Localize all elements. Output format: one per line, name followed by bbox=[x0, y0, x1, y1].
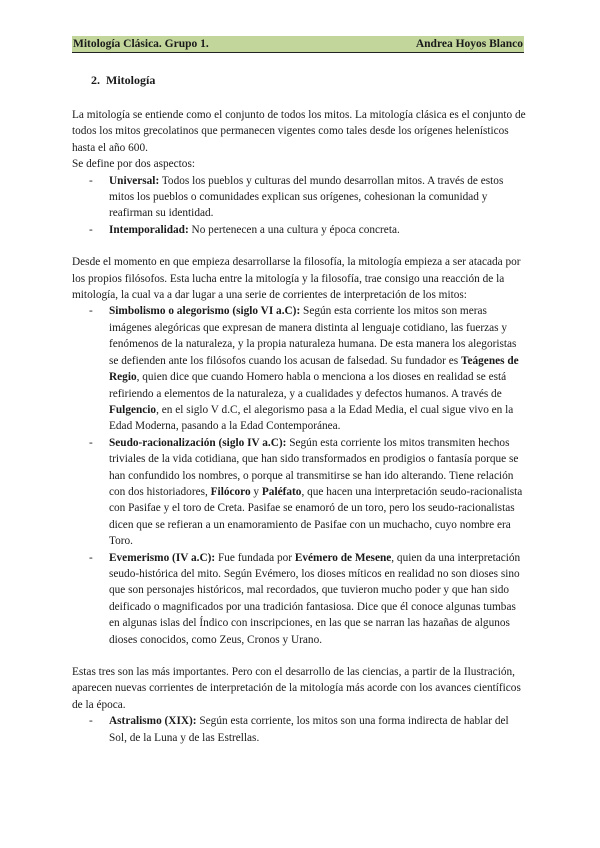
person-name: Evémero de Mesene bbox=[294, 551, 392, 564]
aspect-text: Todos los pueblos y culturas del mundo desarrollan mitos. A través de estos mitos los pueblos o comunidades explican sus orígenes, cohesionan la comunidad y reafirman su identidad. bbox=[109, 174, 504, 220]
list-item bbox=[72, 222, 526, 238]
list-dash: - bbox=[89, 223, 93, 236]
intro-paragraph: La mitología se entiende como el conjunto de todos los mitos. La mitología clásica es el conjunto de todos los mitos grecolatinos que permanecen vigentes como tales desde los orígenes helenísticos hasta el año 600. bbox=[72, 109, 526, 154]
current-text: y bbox=[250, 485, 262, 498]
current-text: Según esta corriente, los mitos son una forma indirecta de hablar del Sol, de la Luna y de las Estrellas. bbox=[109, 715, 509, 744]
list-item bbox=[72, 303, 526, 434]
person-name: Teágenes de Regio bbox=[109, 354, 519, 384]
person-name: Fulgencio bbox=[109, 403, 157, 416]
list-item bbox=[72, 713, 526, 746]
list-item bbox=[72, 550, 526, 648]
philosophy-paragraph: Desde el momento en que empieza desarrollarse la filosofía, la mitología empieza a ser atacada por los propios filósofos. Esta lucha entre la mitología y la filosofía, trae consigo una reacción de la mitología, la cual va a dar lugar a una serie de corrientes de interpretación de los mitos: bbox=[72, 256, 521, 302]
paragraph-spacer bbox=[72, 648, 526, 664]
current-text: , quien da una interpretación seudo-histórica del mito. Según Evémero, los dioses míticos en realidad no son dioses sino que son personajes históricos, mal recordados, que tuvieron mucho poder y que han sido deificado o magnificados por una tradición fantasiosa. Dice que él conoce algunas tumbas en algunas islas del Índico con inscripciones, en las que se narran las hazañas de algunos dioses conocidos, como Zeus, Cronos y Urano. bbox=[109, 551, 521, 646]
aspect-term: Universal: bbox=[109, 174, 160, 187]
current-term: Seudo-racionalización (siglo IV a.C): bbox=[109, 436, 287, 449]
page-header bbox=[72, 36, 524, 53]
header-author: Andrea Hoyos Blanco bbox=[415, 38, 523, 50]
current-text: Según esta corriente los mitos son meras imágenes alegóricas que expresan de manera distinta al lenguaje cotidiano, las fuerzas y fenómenos de la naturaleza, y la propia naturaleza humana. De esta manera los alegoristas se defienden ante los filósofos cuando los acusan de falsedad. Su fundador es bbox=[109, 305, 517, 367]
list-item bbox=[72, 435, 526, 550]
list-dash: - bbox=[89, 305, 93, 318]
document-body bbox=[72, 107, 526, 746]
current-text: Según esta corriente los mitos transmiten hechos triviales de la vida cotidiana, que han sido transformados en prodigios o fantasía porque se han confundido los nombres, o porque al transmitirse se han ido alterando. Tiene relación con dos historiadores, bbox=[109, 436, 519, 498]
current-text: Fue fundada por bbox=[215, 551, 295, 564]
current-term: Simbolismo o alegorismo (siglo VI a.C): bbox=[109, 305, 301, 318]
section-title: Mitología bbox=[106, 73, 156, 87]
current-term: Astralismo (XIX): bbox=[109, 715, 197, 728]
current-text: , que hacen una interpretación seudo-racionalista con Pasifae y el toro de Creta. Pasifae se enamoró de un toro, pero los seudo-racionalistas dicen que se refieran a un enamoramiento de Pasifae con un muchacho, cuyo nombre era Toro. bbox=[109, 485, 523, 548]
paragraph-spacer bbox=[72, 238, 526, 254]
person-name: Filócoro bbox=[210, 485, 251, 498]
current-term: Evemerismo (IV a.C): bbox=[109, 551, 216, 564]
aspect-text: No pertenecen a una cultura y época concreta. bbox=[188, 223, 400, 236]
current-text: , en el siglo V d.C, el alegorismo pasa a la Edad Media, el cual sigue vivo en la Edad Moderna, pasando a la Edad Contemporánea. bbox=[109, 403, 514, 433]
current-text: , quien dice que cuando Homero habla o menciona a los dioses en realidad se está refiriendo a elementos de la naturaleza, y a cualidades y defectos humanos. A través de bbox=[109, 371, 507, 400]
modern-currents-list bbox=[72, 713, 526, 746]
list-dash: - bbox=[89, 174, 93, 187]
section-number: 2. bbox=[91, 73, 100, 87]
aspects-list bbox=[72, 173, 526, 239]
header-course-title: Mitología Clásica. Grupo 1. bbox=[73, 38, 209, 50]
list-item bbox=[72, 173, 526, 222]
intro-aspects-lead: Se define por dos aspectos: bbox=[72, 158, 195, 171]
list-dash: - bbox=[89, 436, 93, 449]
list-dash: - bbox=[89, 715, 93, 728]
science-paragraph: Estas tres son las más importantes. Pero con el desarrollo de las ciencias, a partir de la Ilustración, aparecen nuevas corrientes de interpretación de la mitología más acorde con los avances científicos de la época. bbox=[72, 666, 521, 711]
person-name: Paléfato bbox=[261, 485, 302, 498]
section-heading bbox=[91, 72, 155, 88]
list-dash: - bbox=[89, 551, 93, 564]
currents-list bbox=[72, 303, 526, 648]
aspect-term: Intemporalidad: bbox=[109, 223, 189, 236]
